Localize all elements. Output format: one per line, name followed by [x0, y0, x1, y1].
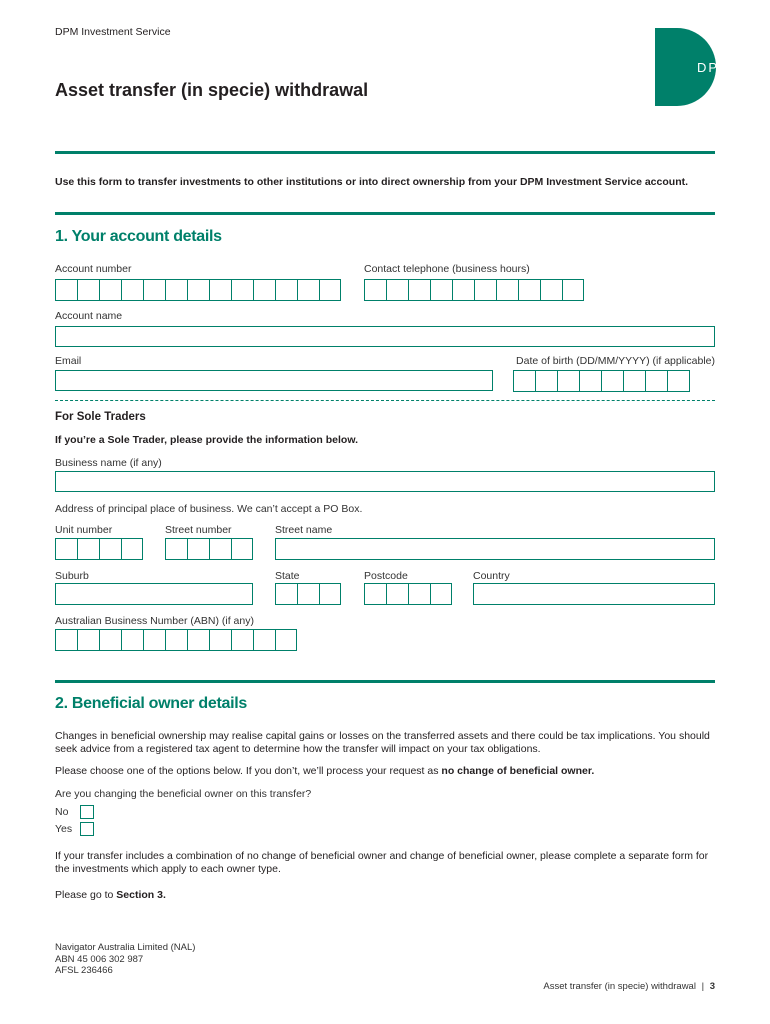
country-input[interactable]: [473, 583, 715, 605]
state-input[interactable]: [275, 583, 341, 605]
choose-option-text: [55, 765, 715, 778]
email-label: Email: [55, 355, 82, 367]
account-number-input[interactable]: [55, 279, 341, 301]
country-label: Country: [473, 570, 510, 582]
dob-label: Date of birth (DD/MM/YYYY) (if applicable): [516, 355, 715, 367]
unit-number-label: Unit number: [55, 524, 113, 536]
postcode-input[interactable]: [364, 583, 452, 605]
choose-option-prefix: Please choose one of the options below. If you don’t, we’ll process your request as: [55, 765, 442, 777]
combination-note: If your transfer includes a combination of no change of beneficial owner and change of beneficial owner, please complete a separate form for the investments which apply to each owner type.: [55, 850, 709, 875]
go-to-prefix: Please go to: [55, 889, 117, 901]
dob-input[interactable]: [513, 370, 690, 392]
contact-phone-label: Contact telephone (business hours): [364, 263, 530, 275]
business-name-input[interactable]: [55, 471, 715, 492]
postcode-label: Postcode: [364, 570, 408, 582]
account-number-label: Account number: [55, 263, 132, 275]
state-label: State: [275, 570, 300, 582]
divider: [55, 680, 715, 683]
option-no-checkbox[interactable]: [80, 805, 94, 819]
section1-title: 1. Your account details: [55, 228, 222, 245]
footer-afsl: AFSL 236466: [55, 965, 113, 976]
footer-company: Navigator Australia Limited (NAL): [55, 942, 196, 953]
choose-option-default: no change of beneficial owner.: [441, 765, 595, 777]
dpm-logo: [655, 28, 767, 106]
logo-text: DPM: [697, 60, 732, 75]
street-number-label: Street number: [165, 524, 232, 536]
sole-traders-heading: For Sole Traders: [55, 411, 146, 423]
dashed-divider: [55, 400, 715, 401]
street-number-input[interactable]: [165, 538, 253, 560]
abn-label: Australian Business Number (ABN) (if any): [55, 615, 254, 627]
unit-number-input[interactable]: [55, 538, 143, 560]
service-name: DPM Investment Service: [55, 26, 171, 38]
account-name-label: Account name: [55, 310, 123, 322]
street-name-input[interactable]: [275, 538, 715, 560]
page-number: 3: [709, 981, 715, 992]
email-input[interactable]: [55, 370, 493, 391]
footer-abn: ABN 45 006 302 987: [55, 953, 144, 965]
divider: [55, 151, 715, 154]
account-name-input[interactable]: [55, 326, 715, 347]
footer-company-info: [55, 942, 195, 977]
street-name-label: Street name: [275, 524, 333, 536]
footer-page-info: [543, 981, 715, 992]
suburb-label: Suburb: [55, 570, 89, 582]
abn-input[interactable]: [55, 629, 297, 651]
footer-separator: |: [701, 981, 705, 992]
beneficial-owner-question: Are you changing the beneficial owner on this transfer?: [55, 788, 312, 800]
go-to-section-link: Section 3.: [116, 889, 166, 901]
address-label: Address of principal place of business. We can’t accept a PO Box.: [55, 503, 363, 515]
footer-doc-title: Asset transfer (in specie) withdrawal: [543, 981, 696, 992]
beneficial-owner-info: Changes in beneficial ownership may realise capital gains or losses on the transferred assets and there could be tax implications. You should seek advice from a registered tax agent to determine how the transfer will impact on your tax obligations.: [55, 730, 710, 755]
option-no-label: No: [55, 806, 69, 818]
page-title: Asset transfer (in specie) withdrawal: [55, 80, 369, 100]
business-name-label: Business name (if any): [55, 457, 162, 469]
go-to-section-text: [55, 889, 715, 902]
option-yes-label: Yes: [55, 823, 73, 835]
contact-phone-input[interactable]: [364, 279, 584, 301]
suburb-input[interactable]: [55, 583, 253, 605]
divider: [55, 212, 715, 215]
option-yes-checkbox[interactable]: [80, 822, 94, 836]
sole-traders-instruction: If you’re a Sole Trader, please provide the information below.: [55, 434, 359, 446]
section2-title: 2. Beneficial owner details: [55, 695, 247, 712]
intro-text: Use this form to transfer investments to other institutions or into direct ownership from your DPM Investment Service account.: [55, 176, 689, 188]
